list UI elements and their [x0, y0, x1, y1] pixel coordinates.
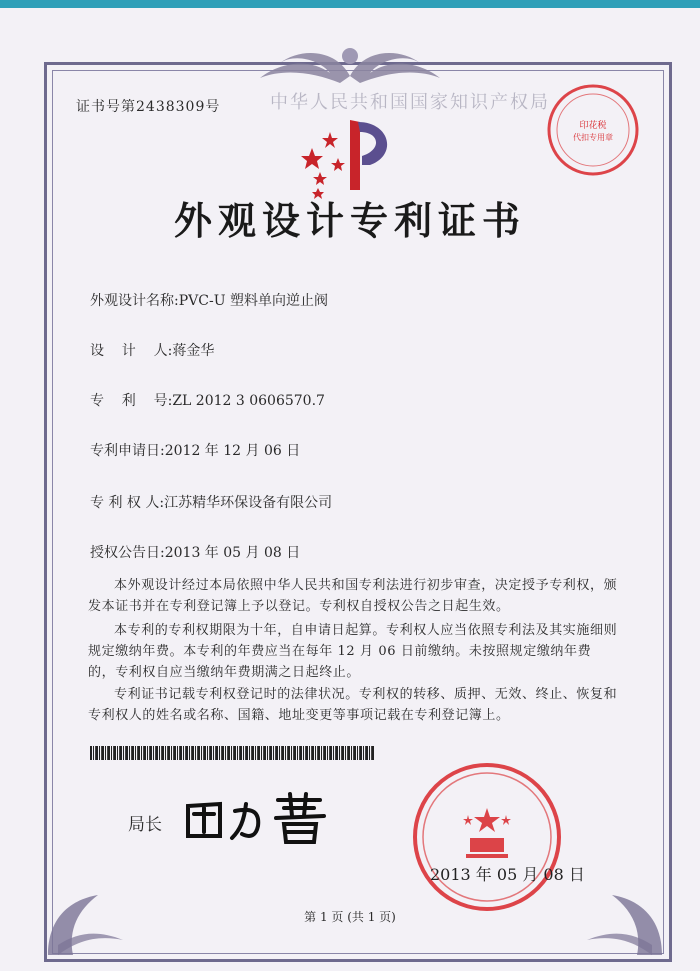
field-label: 专利申请日:	[90, 443, 165, 459]
svg-text:代扣专用章: 代扣专用章	[573, 133, 613, 142]
field-patentee	[90, 492, 332, 512]
field-grant-date	[90, 542, 300, 562]
barcode	[90, 746, 375, 760]
watermark-text: 中华人民共和国国家知识产权局	[270, 92, 550, 113]
stamp-duty-seal	[543, 80, 643, 180]
page-number: 第 1 页 (共 1 页)	[304, 910, 396, 924]
field-value: 蒋金华	[172, 343, 215, 359]
top-band	[0, 0, 700, 8]
top-ornament	[240, 38, 460, 88]
field-value: PVC-U 塑料单向逆止阀	[178, 293, 328, 309]
signature-label: 局长	[128, 815, 162, 835]
field-designer	[90, 340, 214, 360]
paragraph-term: 本专利的专利权期限为十年，自申请日起算。专利权人应当依照专利法及其实施细则规定缴纳年费。本专利的年费应当在每年 12 月 06 日前缴纳。未按照规定缴纳年费的，专利权自应当缴纳年费期满之日起终止。	[88, 623, 618, 680]
director-signature	[180, 786, 340, 846]
field-patent-number	[90, 390, 325, 410]
field-label: 专 利 权 人:	[90, 495, 165, 511]
certificate-number: 证书号第2438309号	[76, 99, 221, 115]
field-label: 外观设计名称:	[90, 293, 179, 309]
svg-text:印花税: 印花税	[579, 121, 607, 131]
official-seal	[410, 760, 565, 915]
cnipa-logo-icon	[290, 110, 400, 200]
paragraph-grant: 本外观设计经过本局依照中华人民共和国专利法进行初步审查，决定授予专利权，颁发本证书并在专利登记簿上予以登记。专利权自授权公告之日起生效。	[88, 578, 618, 614]
field-label: 专 利 号:	[90, 393, 173, 409]
field-label: 设 计 人:	[90, 343, 173, 359]
field-label: 授权公告日:	[90, 545, 165, 561]
field-value: ZL 2012 3 0606570.7	[172, 393, 325, 409]
field-value: 2013 年 05 月 08 日	[164, 545, 301, 561]
field-value: 2012 年 12 月 06 日	[164, 443, 301, 459]
field-design-name	[90, 290, 328, 310]
field-value: 江苏精华环保设备有限公司	[164, 495, 333, 511]
seal-date: 2013 年 05 月 08 日	[430, 865, 585, 884]
paragraph-legal-status: 专利证书记载专利权登记时的法律状况。专利权的转移、质押、无效、终止、恢复和专利权人的姓名或名称、国籍、地址变更等事项记载在专利登记簿上。	[88, 687, 618, 723]
field-application-date	[90, 440, 300, 460]
certificate-title: 外观设计专利证书	[173, 199, 526, 243]
